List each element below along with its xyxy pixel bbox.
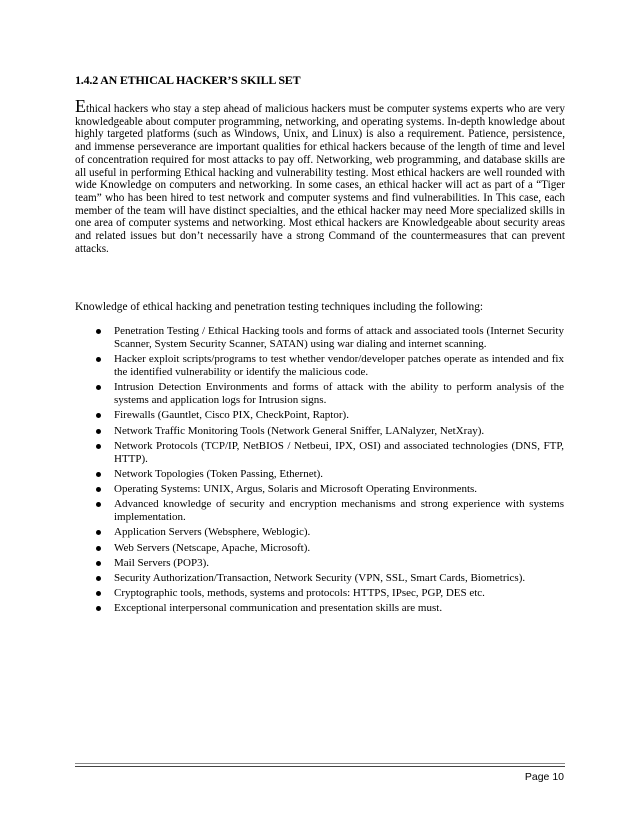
list-item-text: Penetration Testing / Ethical Hacking tools and forms of attack and associated tools (Internet Security Scanner, System Security Scanner, SATAN) using war dialing and internet scanning.	[114, 325, 564, 350]
list-item-text: Firewalls (Gauntlet, Cisco PIX, CheckPoint, Raptor).	[114, 409, 349, 422]
drop-cap-letter: E	[75, 96, 86, 116]
bullet-icon	[96, 413, 101, 418]
list-item	[90, 425, 564, 438]
bullet-icon	[96, 487, 101, 492]
list-item-text: Intrusion Detection Environments and forms of attack with the ability to perform analysis of the systems and application logs for Intrusion signs.	[114, 381, 564, 407]
list-item-text: Security Authorization/Transaction, Network Security (VPN, SSL, Smart Cards, Biometrics).	[114, 571, 526, 584]
list-item	[90, 468, 564, 481]
intro-paragraph	[75, 96, 565, 255]
list-item-text: Cryptographic tools, methods, systems and protocols: HTTPS, IPsec, PGP, DES etc.	[114, 587, 485, 600]
section-heading: 1.4.2 AN ETHICAL HACKER’S SKILL SET	[75, 73, 301, 87]
list-item-text: Mail Servers (POP3).	[114, 556, 210, 569]
list-item	[90, 409, 564, 422]
list-item	[90, 587, 564, 600]
bullet-icon	[96, 591, 101, 596]
skills-lead-sentence: Knowledge of ethical hacking and penetration testing techniques including the following:	[75, 301, 484, 313]
list-item	[90, 325, 564, 351]
list-item	[90, 602, 564, 615]
list-item	[90, 440, 564, 466]
bullet-icon	[96, 385, 101, 390]
bullet-icon	[96, 472, 101, 477]
list-item-text: Application Servers (Websphere, Weblogic).	[114, 526, 311, 539]
intro-paragraph-text: thical hackers who stay a step ahead of malicious hackers must be computer systems experts who are very knowledgeable about computer programming, networking, and operating systems. In-depth knowledge about highly targeted platforms (such as Windows, Unix, and Linux) is also a requirement. Patience, persistence, and immense perseverance are important qualities for ethical hackers because of the length of time and level of concentration required for most attacks to pay off. Networking, web programming, and database skills are all useful in performing Ethical hacking and vulnerability testing. Most ethical hackers are well rounded with wide Knowledge on computers and networking. In some cases, an ethical hacker will act as part of a “Tiger team” who has been hired to test network and computer systems and find vulnerabilities. In This case, each member of the team will have distinct specialties, and the ethical hacker may need More specialized skills in one area of computer systems and networking. Most ethical hackers are Knowledgeable about security areas and related issues but don’t necessarily have a strong Command of the countermeasures that can prevent attacks.	[75, 103, 565, 255]
list-item-text: Hacker exploit scripts/programs to test whether vendor/developer patches operate as intended and fix the identified vulnerability or identify the malicious code.	[114, 353, 564, 379]
footer-divider	[75, 763, 565, 764]
list-item	[90, 557, 564, 570]
bullet-icon	[96, 329, 101, 334]
list-item-text: Network Topologies (Token Passing, Ethernet).	[114, 467, 324, 480]
list-item-text: Exceptional interpersonal communication and presentation skills are must.	[114, 602, 443, 615]
bullet-icon	[96, 576, 101, 581]
bullet-icon	[96, 502, 101, 507]
bullet-icon	[96, 561, 101, 566]
list-item	[90, 353, 564, 379]
list-item	[90, 572, 564, 585]
list-item	[90, 542, 564, 555]
list-item-text: Operating Systems: UNIX, Argus, Solaris and Microsoft Operating Environments.	[114, 483, 478, 496]
bullet-icon	[96, 530, 101, 535]
bullet-icon	[96, 606, 101, 611]
skills-bullet-list	[90, 325, 564, 618]
list-item	[90, 498, 564, 524]
page-number: Page 10	[524, 771, 564, 783]
list-item	[90, 381, 564, 407]
footer-divider	[75, 766, 565, 767]
list-item-text: Web Servers (Netscape, Apache, Microsoft).	[114, 541, 311, 554]
list-item-text: Network Traffic Monitoring Tools (Network General Sniffer, LANalyzer, NetXray).	[114, 424, 485, 437]
list-item-text: Network Protocols (TCP/IP, NetBIOS / Netbeui, IPX, OSI) and associated technologies (DNS, FTP, HTTP).	[114, 439, 564, 465]
bullet-icon	[96, 444, 101, 449]
list-item	[90, 526, 564, 539]
list-item	[90, 483, 564, 496]
bullet-icon	[96, 357, 101, 362]
list-item-text: Advanced knowledge of security and encryption mechanisms and strong experience with systems implementation.	[114, 498, 564, 524]
bullet-icon	[96, 546, 101, 551]
bullet-icon	[96, 429, 101, 434]
